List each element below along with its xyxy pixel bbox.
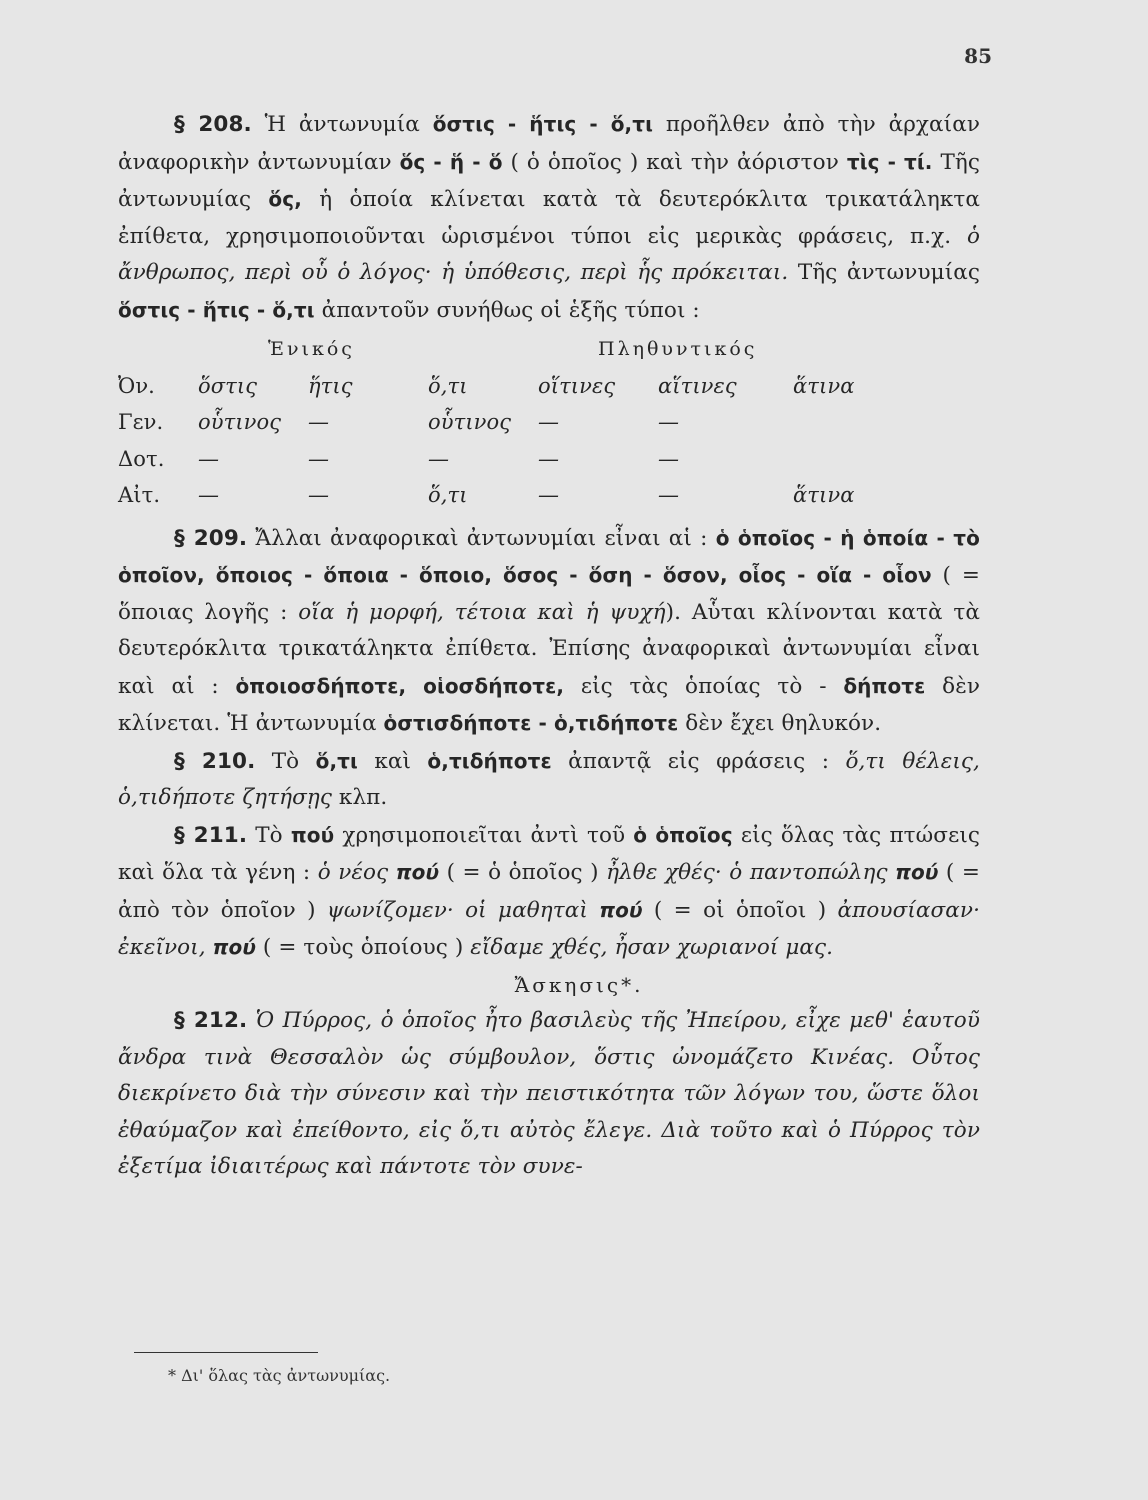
section-number: § 208. bbox=[174, 112, 252, 137]
case-label: Δοτ. bbox=[118, 446, 165, 471]
paragraph-208: § 208. Ἡ ἀντωνυμία ὅστις - ἥτις - ὅ,τι προῆλθεν ἀπὸ τὴν ἀρχαίαν ἀναφορικὴν ἀντωνυμίαν ὅς - ἥ - ὅ ( ὁ ὁποῖος ) καὶ τὴν ἀόριστον τὶς - τί. Τῆς ἀντωνυμίας ὅς, ἡ ὁποία κλίνεται κατὰ τὰ δευτερόκλιτα τρικατάληκτα ἐπίθετα, χρησιμοποιοῦνται ὡρισμένοι τύποι εἰς μερικὰς φράσεις, π.χ. ὁ ἄνθρωπος, περὶ οὗ ὁ λόγος· ἡ ὑπόθεσις, περὶ ἧς πρόκειται. Τῆς ἀντωνυμίας ὅστις - ἥτις - ὅ,τι ἀπαντοῦν συνήθως οἱ ἑξῆς τύποι : bbox=[118, 112, 981, 323]
paragraph-211: § 211. Τὸ πού χρησιμοποιεῖται ἀντὶ τοῦ ὁ ὁποῖος εἰς ὅλας τὰς πτώσεις καὶ ὅλα τὰ γένη : ὁ νέος πού ( = ὁ ὁποῖος ) ἦλθε χθές· ὁ παντοπώλης πού ( = ἀπὸ τὸν ὁποῖον ) ψωνίζομεν· οἱ μαθηταὶ πού ( = οἱ ὁποῖοι ) ἀπουσίασαν· ἐκεῖνοι, πού ( = τοὺς ὁποίους ) εἴδαμε χθές, ἦσαν χωριανοί μας. bbox=[118, 822, 981, 960]
section-number: § 212. bbox=[174, 1008, 248, 1033]
main-text bbox=[118, 106, 980, 1186]
paragraph-212: § 212. Ὁ Πύρρος, ὁ ὁποῖος ἦτο βασιλεὺς τῆς Ἠπείρου, εἶχε μεθ' ἑαυτοῦ ἄνδρα τινὰ Θεσσαλὸν ὡς σύμβουλον, ὅστις ὠνομάζετο Κινέας. Οὗτος διεκρίνετο διὰ τὴν σύνεσιν καὶ τὴν πειστικότητα τῶν λόγων του, ὥστε ὅλοι ἐθαύμαζον καὶ ἐπείθοντο, εἰς ὅ,τι αὐτὸς ἔλεγε. Διὰ τοῦτο καὶ ὁ Πύρρος τὸν ἐξετίμα ἰδιαιτέρως καὶ πάντοτε τὸν συνε- bbox=[118, 1008, 980, 1179]
footnote: * Δι' ὅλας τὰς ἀντωνυμίας. bbox=[168, 1366, 391, 1385]
page-number: 85 bbox=[964, 44, 992, 68]
case-label: Αἰτ. bbox=[118, 483, 161, 507]
plural-header: Πληθυντικός bbox=[598, 338, 758, 360]
case-label: Γεν. bbox=[118, 410, 164, 434]
declension-row: Δοτ. — — — — — bbox=[118, 441, 980, 478]
paragraph-209: § 209. Ἄλλαι ἀναφορικαὶ ἀντωνυμίαι εἶναι αἱ : ὁ ὁποῖος - ἡ ὁποία - τὸ ὁποῖον, ὅποιος - ὅποια - ὅποιο, ὅσος - ὅση - ὅσον, οἷος - οἵα - οἷον ( = ὅποιας λογῆς : οἵα ἡ μορφή, τέτοια καὶ ἡ ψυχή). Αὗται κλίνονται κατὰ τὰ δευτερόκλιτα τρικατάληκτα ἐπίθετα. Ἐπίσης ἀναφορικαὶ ἀντωνυμίαι εἶναι καὶ αἱ : ὁποιοσδήποτε, οἱοσδήποτε, εἰς τὰς ὁποίας τὸ - δήποτε δὲν κλίνεται. Ἡ ἀντωνυμία ὁστισδήποτε - ὁ,τιδήποτε δὲν ἔχει θηλυκόν. bbox=[118, 525, 981, 736]
declension-row: Αἰτ. — — ὅ,τι — — ἅτινα bbox=[118, 477, 980, 514]
section-number: § 209. bbox=[174, 525, 248, 551]
section-number: § 211. bbox=[174, 822, 248, 848]
paragraph-210: § 210. Τὸ ὅ,τι καὶ ὁ,τιδήποτε ἀπαντᾷ εἰς φράσεις : ὅ,τι θέλεις, ὁ,τιδήποτε ζητήσῃς κλπ. bbox=[118, 748, 980, 810]
declension-table bbox=[118, 331, 980, 514]
footnote-divider bbox=[134, 1352, 318, 1353]
declension-header-row bbox=[118, 331, 980, 368]
case-label: Ὀν. bbox=[118, 373, 155, 398]
singular-header: Ἑνικός bbox=[268, 338, 355, 360]
declension-row: Γεν. οὗτινος — οὗτινος — — bbox=[118, 404, 980, 441]
exercise-title: Ἄσκησις*. bbox=[514, 972, 644, 997]
section-number: § 210. bbox=[174, 748, 256, 774]
declension-row: Ὀν. ὅστις ἥτις ὅ,τι οἵτινες αἵτινες ἅτινα bbox=[118, 368, 980, 405]
